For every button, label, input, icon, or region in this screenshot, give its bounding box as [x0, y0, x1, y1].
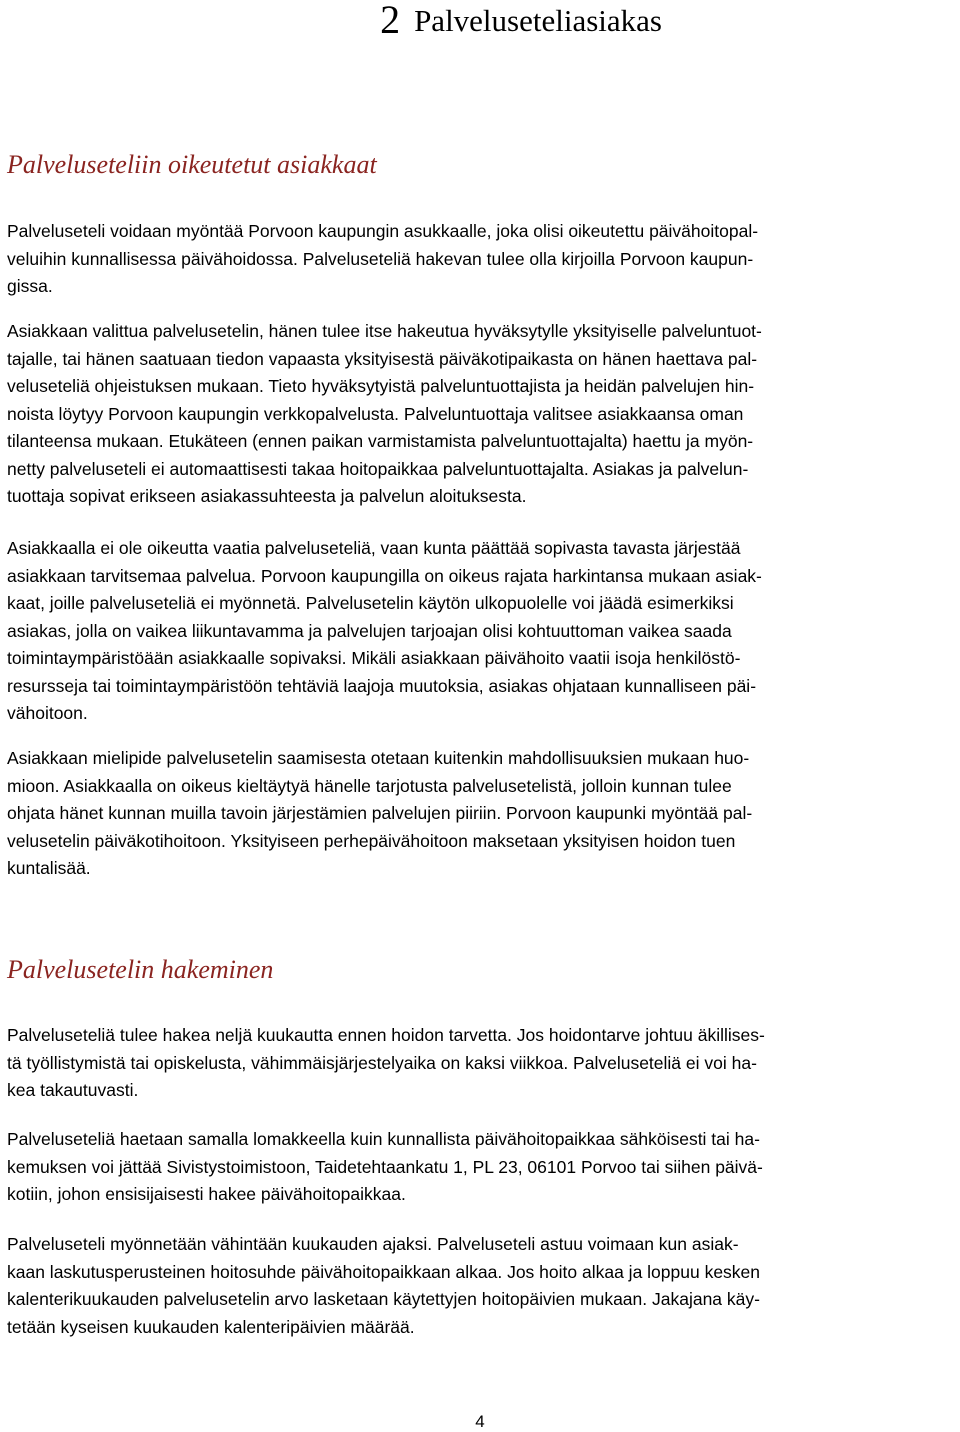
text-line: vähoitoon. — [7, 703, 88, 723]
text-line: resursseja tai toimintaympäristöön tehtäviä laajoja muutoksia, asiakas ohjataan kunnalliseen päi- — [7, 675, 757, 696]
paragraph — [7, 1022, 953, 1105]
text-line: asiakkaan tarvitsemaa palvelua. Porvoon kaupungilla on oikeus rajata harkintansa mukaan asiak- — [7, 565, 762, 586]
text-line: mioon. Asiakkaalla on oikeus kieltäytyä hänelle tarjotusta palvelusetelistä, jolloin kunnan tulee — [7, 775, 732, 796]
chapter-number: 2 — [380, 0, 401, 42]
text-line: noista löytyy Porvoon kaupungin verkkopalvelusta. Palveluntuottaja valitsee asiakkaansa oman — [7, 403, 744, 424]
text-line: kemuksen voi jättää Sivistystoimistoon, Taidetehtaankatu 1, PL 23, 06101 Porvoo tai siihen päivä- — [7, 1156, 763, 1177]
paragraph — [7, 745, 953, 883]
text-line: tä työllistymistä tai opiskelusta, vähimmäisjärjestelyaika on kaksi viikkoa. Palveluseteliä ei voi ha- — [7, 1052, 757, 1073]
paragraph — [7, 1231, 953, 1341]
text-line: gissa. — [7, 276, 53, 296]
text-line: netty palveluseteli ei automaattisesti takaa hoitopaikkaa palveluntuottajalta. Asiakas ja palvelun- — [7, 458, 749, 479]
paragraph — [7, 535, 953, 728]
text-line: tetään kyseisen kuukauden kalenteripäivien määrää. — [7, 1316, 415, 1337]
paragraph — [7, 318, 953, 511]
text-line: veluseteliä ohjeistuksen mukaan. Tieto hyväksytyistä palveluntuottajista ja heidän palvelujen hin- — [7, 376, 755, 396]
section-heading: Palveluseteliin oikeutetut asiakkaat — [7, 150, 377, 179]
paragraph — [7, 1126, 953, 1209]
paragraph — [7, 218, 953, 301]
section-heading: Palvelusetelin hakeminen — [7, 955, 274, 984]
text-line: kaat, joille palveluseteliä ei myönnetä. Palvelusetelin käytön ulkopuolelle voi jäädä esimerkiksi — [7, 593, 734, 613]
page-number: 4 — [475, 1412, 485, 1431]
chapter-title: Palveluseteliasiakas — [414, 3, 662, 38]
text-line: kea takautuvasti. — [7, 1080, 139, 1100]
chapter-heading — [380, 0, 662, 40]
text-line: kotiin, johon ensisijaisesti hakee päivähoitopaikkaa. — [7, 1184, 406, 1204]
text-line: tajalle, tai hänen saatuaan tiedon vapaasta yksityisestä päiväkotipaikasta on hänen haettava pal- — [7, 348, 758, 369]
text-line: asiakas, jolla on vaikea liikuntavamma ja palvelujen tarjoajan olisi kohtuuttoman vaikea saada — [7, 620, 732, 641]
text-line: tilanteensa mukaan. Etukäteen (ennen paikan varmistamista palveluntuottajalta) haettu ja myön- — [7, 431, 754, 451]
text-line: Palveluseteli myönnetään vähintään kuukauden ajaksi. Palveluseteli astuu voimaan kun asiak- — [7, 1234, 739, 1254]
text-line: kaan laskutusperusteinen hoitosuhde päivähoitopaikkaan alkaa. Jos hoito alkaa ja loppuu kesken — [7, 1261, 761, 1282]
text-line: kalenterikuukauden palvelusetelin arvo lasketaan käytettyjen hoitopäivien mukaan. Jakajana käy- — [7, 1289, 760, 1309]
text-line: Asiakkaalla ei ole oikeutta vaatia palveluseteliä, vaan kunta päättää sopivasta tavasta järjestää — [7, 538, 741, 558]
text-line: veluihin kunnallisessa päivähoidossa. Palveluseteliä hakevan tulee olla kirjoilla Porvoon kaupun- — [7, 248, 754, 269]
text-line: toimintaympäristöään asiakkaalle sopivaksi. Mikäli asiakkaan päivähoito vaatii isoja henkilöstö- — [7, 648, 741, 668]
text-line: Palveluseteli voidaan myöntää Porvoon kaupungin asukkaalle, joka olisi oikeutettu päivähoitopal- — [7, 221, 759, 241]
text-line: kuntalisää. — [7, 858, 91, 878]
text-line: tuottaja sopivat erikseen asiakassuhteesta ja palvelun aloituksesta. — [7, 486, 527, 506]
text-line: Palveluseteliä haetaan samalla lomakkeella kuin kunnallista päivähoitopaikkaa sähköisesti tai ha- — [7, 1129, 760, 1149]
text-line: Palveluseteliä tulee hakea neljä kuukautta ennen hoidon tarvetta. Jos hoidontarve johtuu äkillises- — [7, 1025, 765, 1045]
text-line: velusetelin päiväkotihoitoon. Yksityiseen perhepäivähoitoon maksetaan yksityisen hoidon tuen — [7, 830, 736, 851]
text-line: ohjata hänet kunnan muilla tavoin järjestämien palvelujen piiriin. Porvoon kaupunki myöntää pal- — [7, 803, 753, 823]
text-line: Asiakkaan mielipide palvelusetelin saamisesta otetaan kuitenkin mahdollisuuksien mukaan huo- — [7, 748, 750, 768]
text-line: Asiakkaan valittua palvelusetelin, hänen tulee itse hakeutua hyväksytylle yksityiselle palveluntuot- — [7, 321, 762, 341]
